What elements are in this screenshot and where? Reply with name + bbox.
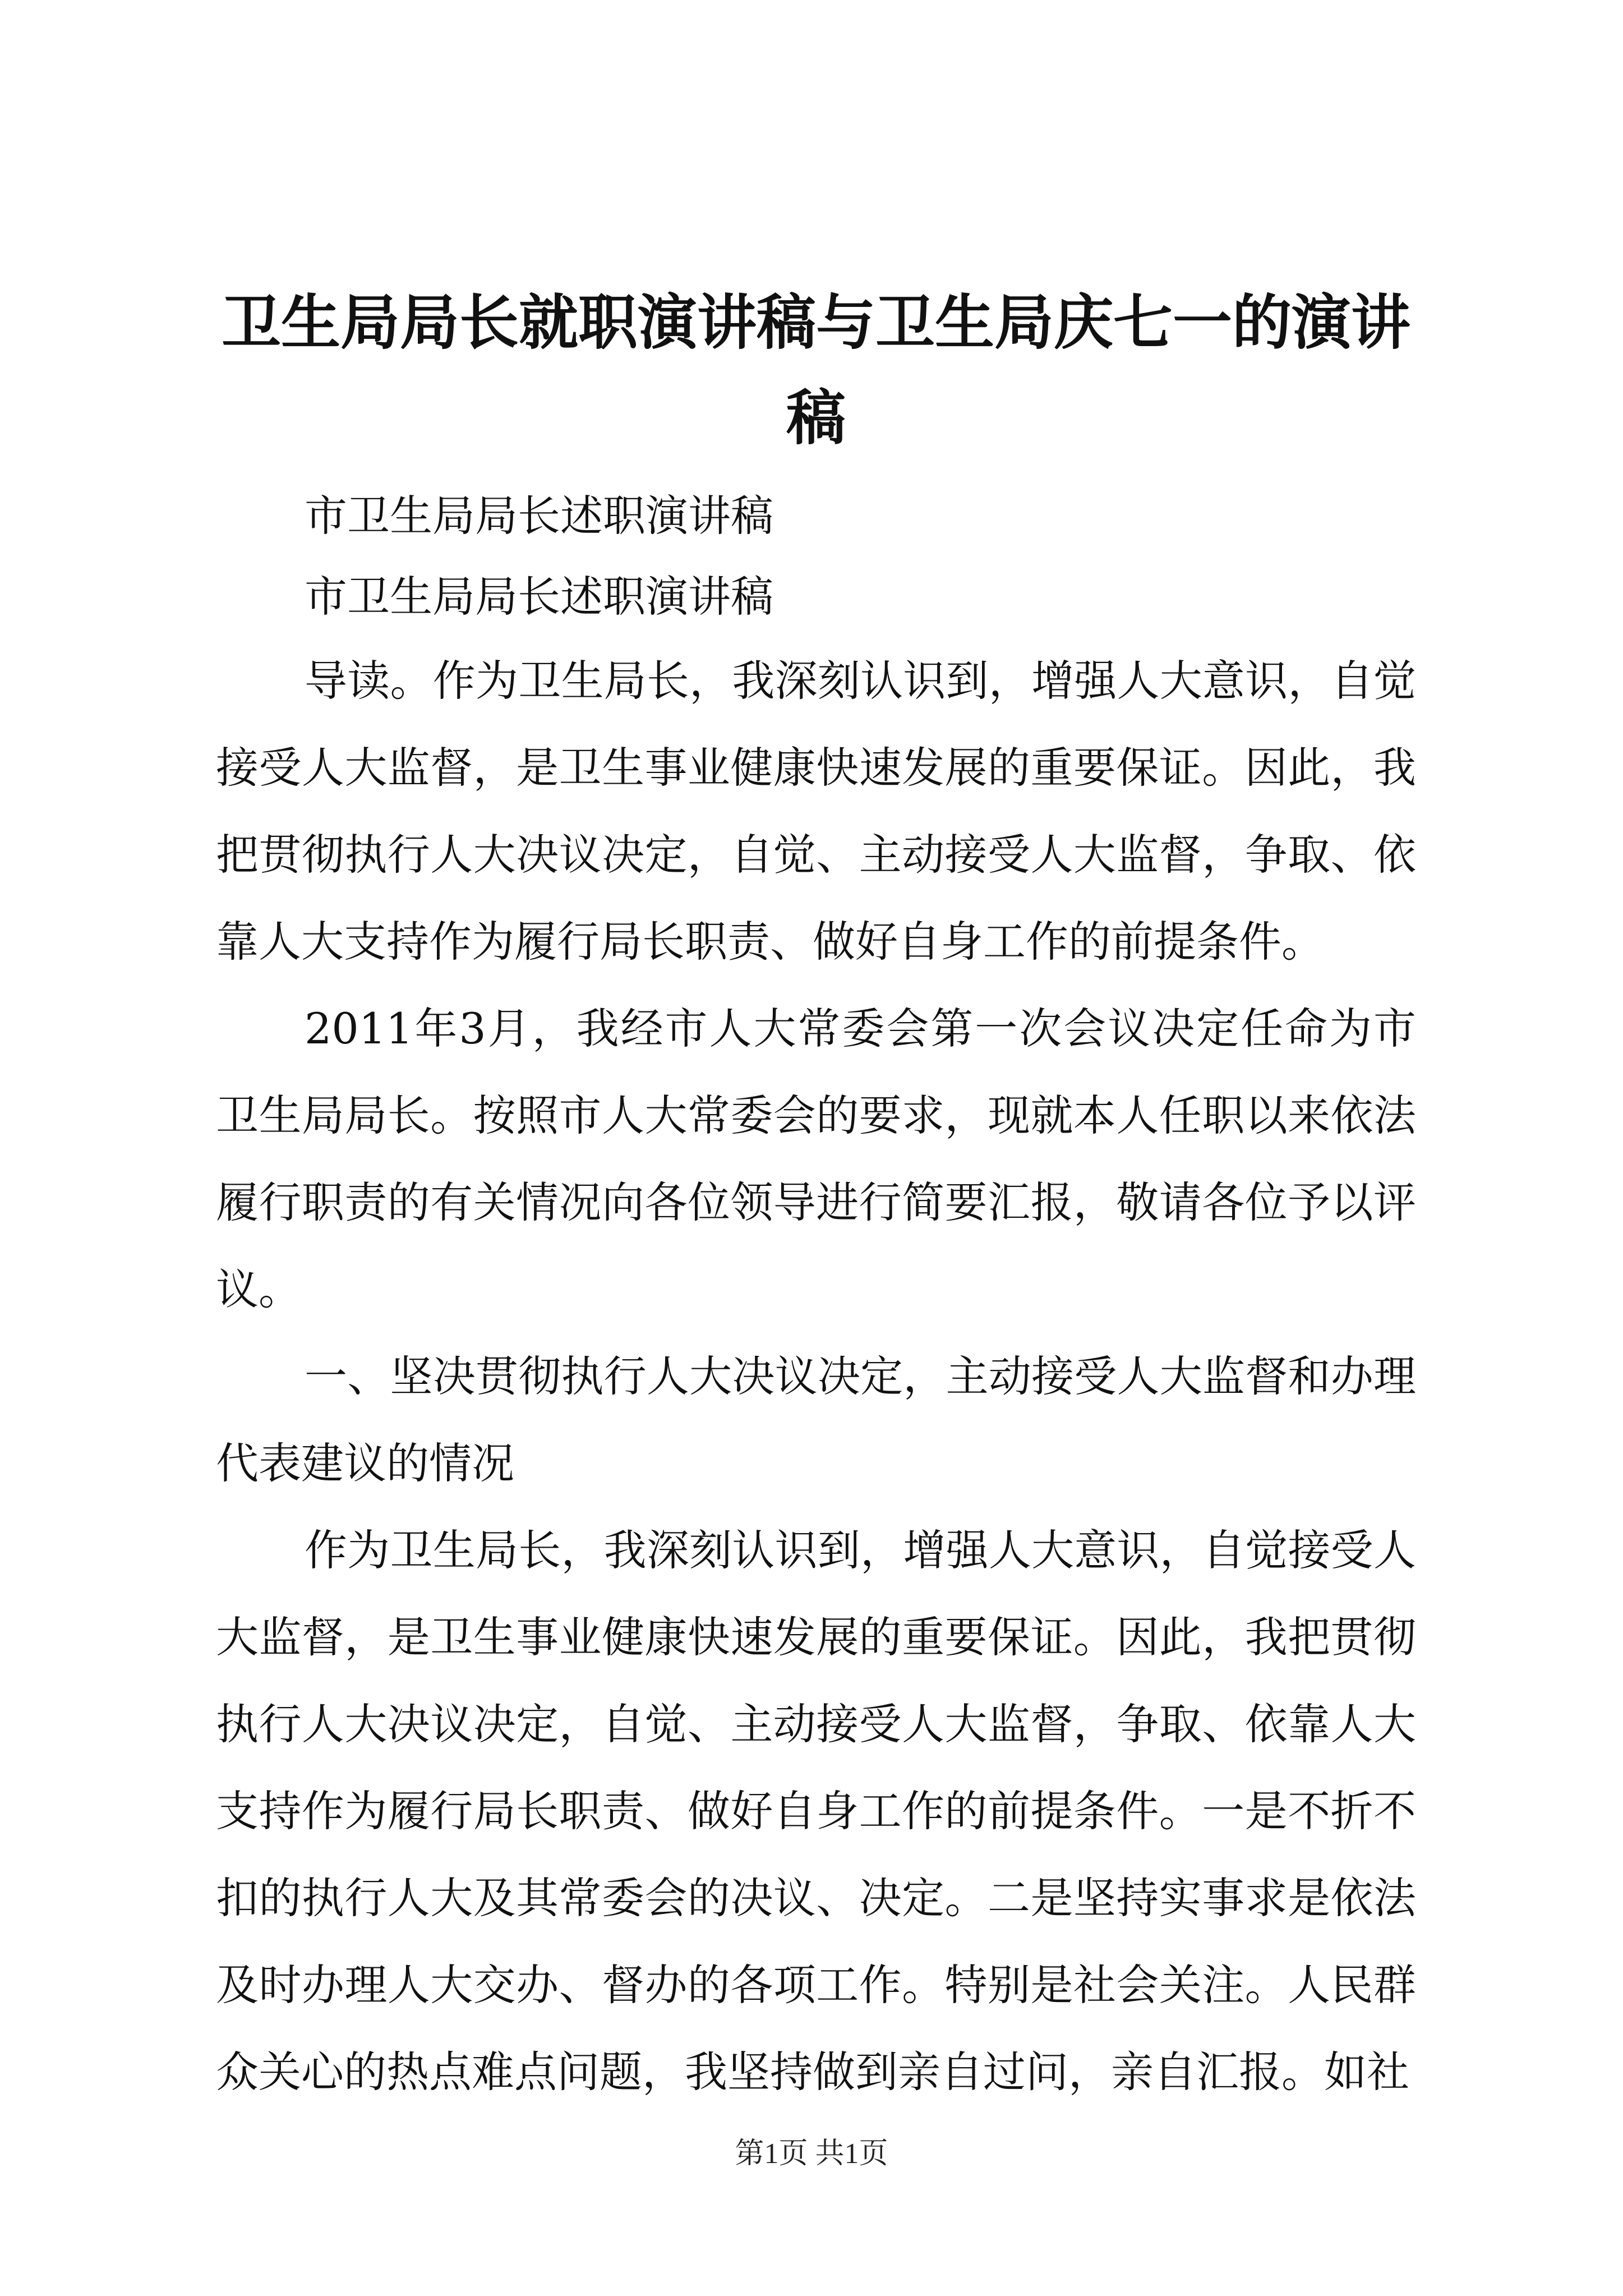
paragraph-appointment: 2011年3月，我经市人大常委会第一次会议决定任命为市卫生局局长。按照市人大常委会的要求，现就本人任职以来依法履行职责的有关情况向各位领导进行简要汇报，敬请各位予以评议。 <box>216 1004 1416 1314</box>
document-body <box>216 275 1416 2115</box>
paragraph-intro: 导读。作为卫生局长，我深刻认识到，增强人大意识，自觉接受人大监督，是卫生事业健康快速发展的重要保证。因此，我把贯彻执行人大决议决定，自觉、主动接受人大监督，争取、依靠人大支持作为履行局长职责、做好自身工作的前提条件。 <box>216 656 1416 967</box>
section-heading-1: 一、坚决贯彻执行人大决议决定，主动接受人大监督和办理代表建议的情况 <box>216 1351 1416 1488</box>
subtitle-line-2: 市卫生局局长述职演讲稿 <box>305 572 773 622</box>
page-footer: 第1页 共1页 <box>735 2138 888 2170</box>
document-title: 卫生局局长就职演讲稿与卫生局庆七一的演讲稿 <box>222 287 1410 453</box>
subtitle-line-1: 市卫生局局长述职演讲稿 <box>305 491 773 541</box>
paragraph-section-1: 作为卫生局长，我深刻认识到，增强人大意识，自觉接受人大监督，是卫生事业健康快速发展的重要保证。因此，我把贯彻执行人大决议决定，自觉、主动接受人大监督，争取、依靠人大支持作为履行局长职责、做好自身工作的前提条件。一是不折不扣的执行人大及其常委会的决议、决定。二是坚持实事求是依法及时办理人大交办、督办的各项工作。特别是社会关注。人民群众关心的热点难点问题，我坚持做到亲自过问，亲自汇报。如社 <box>216 1525 1416 2097</box>
